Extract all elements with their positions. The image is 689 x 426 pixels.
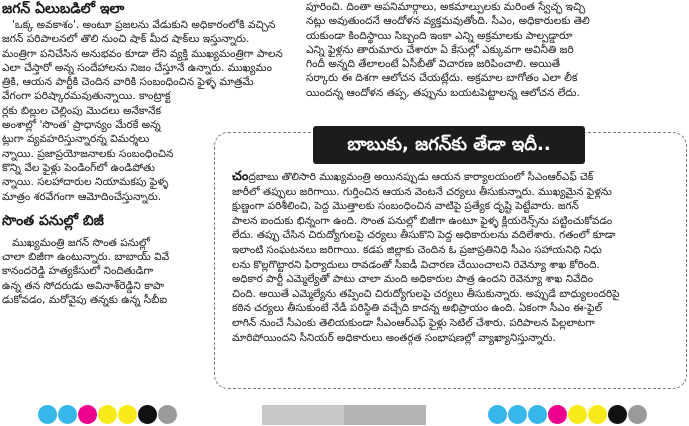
text-line: గిందీ అన్నది తేలాలంటే ఏసీబీతో విచారణ జరిపించాలి. అయితే: [306, 58, 560, 71]
text-line: ర్లకు బిల్లుల చెల్లింపు మొదలు అనేకానేక: [2, 104, 162, 117]
text-line: జగన్ పరిపాలనలో తొలి నుంచి షాక్ మీద షాక్‌లు ఇస్తున్నారు.: [2, 33, 250, 46]
text-line: వేగంగా పరిష్కారమవుతున్నాయి. కాంట్రాక్ట: [2, 90, 171, 103]
text-line: కానందరెడ్డి హత్యకేసులో నిందితుడిగా: [2, 265, 154, 278]
text-line: అంశాల్లో 'సొంత' ప్రాధాన్యం మేరకే అన్న: [2, 119, 161, 132]
text-line: ముఖ్యమంత్రి జగన్ సొంత పనుల్లో: [12, 236, 150, 249]
text-line: ఎన్ని ఫైళ్లను తారుమారు చేశారూ ఏ కేసుల్లో ఎక్కువగా అవినీతి జరి: [306, 43, 574, 56]
box-body: [232, 170, 677, 345]
text-line: అధికార పార్టీ ఎమ్మెల్యేతో పాటు చాలా మంది అధికారుల పాత్ర ఉందని రెవెన్యూ శాఖ నివేదిం: [232, 273, 593, 286]
color-registration-marks-right: [488, 405, 647, 424]
grey-registration-bar: [262, 405, 426, 425]
text-line: చాలా బిజీగా ఉంటున్నారు. బాబాయ్ వివే: [2, 251, 170, 264]
text-line: యిందన్న ఆందోళన తప్ప, తప్పును బయటపెట్టాలన్న ఆలోచన లేదు.: [306, 86, 580, 99]
registration-dot: [138, 405, 157, 424]
right-top-column: [306, 0, 687, 100]
registration-dot: [98, 405, 117, 424]
box-paragraph: [232, 170, 677, 345]
registration-dot: [588, 405, 607, 424]
registration-dot: [628, 405, 647, 424]
text-line: నట్లు అవుతుందనే ఆందోళన వ్యక్తమవుతోంది. సీఎం, అధికారులకు తెలి: [306, 15, 590, 28]
text-line: 'ఒక్క అవకాశం'. అంటూ ప్రజలను వేడుకుని అధికారంలోకి వచ్చిన: [12, 19, 276, 31]
registration-dot: [548, 405, 567, 424]
text-line: లను కొల్లగొట్టారని ఫిర్యాదులు రావడంతో సీఐడీ విచారణ చేయించాలని రెవెన్యూ శాఖ కోరింది.: [232, 258, 600, 271]
section-heading-1: జగన్ ఏలుబడిలో ఇలా: [2, 1, 125, 17]
text-line: చింది. అయితే ఎమ్మెల్యేను తప్పించి చిరుద్యోగులపై చర్యలు తీసుకున్నారు. అప్పుడే బాధ్యులందరిపై: [232, 287, 620, 300]
registration-dot: [508, 405, 527, 424]
registration-dot: [608, 405, 627, 424]
text-line-rest: ద్రబాబు తొలిసారి ముఖ్యమంత్రి అయినప్పుడు ఆయన కార్యాలయంలో సీఎంఆర్ఎఫ్ చెక్: [248, 171, 594, 183]
text-line: డుకోవడం, మరోవైపు తన్నకు ఉన్న సీబీఐ: [2, 294, 168, 307]
text-line: [232, 170, 677, 185]
text-line: పూరించి. దింతా అపనిమార్గాలు, అకమాల్పులకు మరింత స్వేచ్ఛ ఇచ్చి: [306, 1, 586, 13]
text-line: మారిపోయిందని సీనియర్ అధికారులు అంతర్గత సంభాషణల్లో వ్యాఖ్యానిస్తున్నారు.: [232, 331, 556, 344]
section-heading-2: సొంత పనుల్లో బిజీ: [2, 212, 104, 229]
text-line: యకుండా కిందిస్థాయి సిబ్బంది ఇంకా ఎన్ని అక్రమాలకు పాల్పడ్డారూ: [306, 29, 573, 42]
color-registration-marks-left: [38, 405, 177, 424]
registration-dot: [528, 405, 547, 424]
left-paragraph-1: [2, 18, 283, 204]
box-title: బాబుకు, జగన్‌కు తేడా ఇదీ..: [313, 126, 585, 164]
text-line: ట్లుగా వ్యవహరిస్తున్నారన్న విమర్శలు: [2, 133, 150, 146]
drop-cap: చం: [232, 169, 249, 184]
registration-dot: [78, 405, 97, 424]
text-line: న్నాయి. సలహాదారుల నియామకపు ఫైళ్ళ: [2, 176, 169, 189]
registration-dot: [38, 405, 57, 424]
registration-dot: [568, 405, 587, 424]
left-paragraph-2: [2, 236, 214, 307]
text-line: ఉన్న తన సోదరుడు అవినాశ్‌రెడ్డిని కాపా: [2, 279, 164, 292]
text-line: మంత్రిగా పనిచేసిన అనుభవం కూడా లేని వ్యక్తి ముఖ్యమంత్రిగా పాలన: [2, 47, 283, 60]
text-line: త్రికి, ఆయన పార్టీకి చెందిన వారికి సంబంధించిన ఫైళ్ళ మాత్రమే: [2, 76, 254, 89]
text-line: లాగిన్ నుంచే సీఎంకు తెలియకుండా సీఎంఆర్ఎఫ్ ఫైళ్లు సెటిల్ చేశారు. పరిపాలన పిల్లలాటగా: [232, 316, 595, 329]
text-line: ఎలా చేస్తారో అన్న సందేహాలను నిజం చేస్తూనే ఉన్నారు. ముఖ్యమం: [2, 61, 272, 74]
text-line: జారీలో తప్పులు జరిగాయి. గుర్తించిన ఆయన వెంటనే చర్యలు తీసుకున్నారు. ముఖ్యమైన ఫైళ్లను: [232, 185, 612, 198]
text-line: క్షుణ్ణంగా పరిశీలించి, పెద్ద మొత్తాలకు సంబంధించిన వాటిపై ప్రత్యేక దృష్టి పెట్టేవారు. జగన్: [232, 200, 579, 213]
text-line: లేదు. తప్పు చేసిన చిరుద్యోగులపై చర్యలు తీసుకొని పెద్ద అధికారులను వదిలేశారు. గతంలో కూడా: [232, 229, 616, 242]
registration-dot: [58, 405, 77, 424]
registration-dot: [118, 405, 137, 424]
right-top-paragraph: [306, 0, 687, 100]
text-line: మాత్రం శరవేగంగా ఆమోదించేస్తున్నారు.: [2, 190, 162, 203]
text-line: కొన్ని వేల ఫైళ్లు పెండింగ్‌లో ఉండిపోతు: [2, 161, 155, 174]
text-line: కఠిన చర్యలు తీసుకుంటే నేడీ పరిస్థితి వచ్చేది కాదన్న అభిప్రాయం ఉంది. ఏకంగా సీఎం ఈ-ఫైల్: [232, 302, 602, 315]
text-line: న్నాయి. ప్రజాప్రయోజనాలకు సంబంధించిన: [2, 147, 174, 160]
registration-dot: [488, 405, 507, 424]
left-column: [2, 0, 283, 307]
text-line: పాలన ఐందుకు భిన్నంగా ఉంది. సొంత పనుల్లో బిజీగా ఉంటూ ఫైళ్ళ క్లియరెన్స్‌ను పట్టించుకోవడం: [232, 214, 613, 227]
text-line: ఇలాంటి సంఘటనలు జరిగాయి. కడప జిల్లాకు చెందిన ఓ ప్రజాప్రతినిధి సీఎం సహాయనిధి నిధు: [232, 243, 602, 256]
text-line: సర్కారు ఈ దిశగా ఆలోచన చేయట్లేదు. అక్రమాల బాగోతం ఎలా లీక: [306, 72, 578, 85]
registration-dot: [158, 405, 177, 424]
